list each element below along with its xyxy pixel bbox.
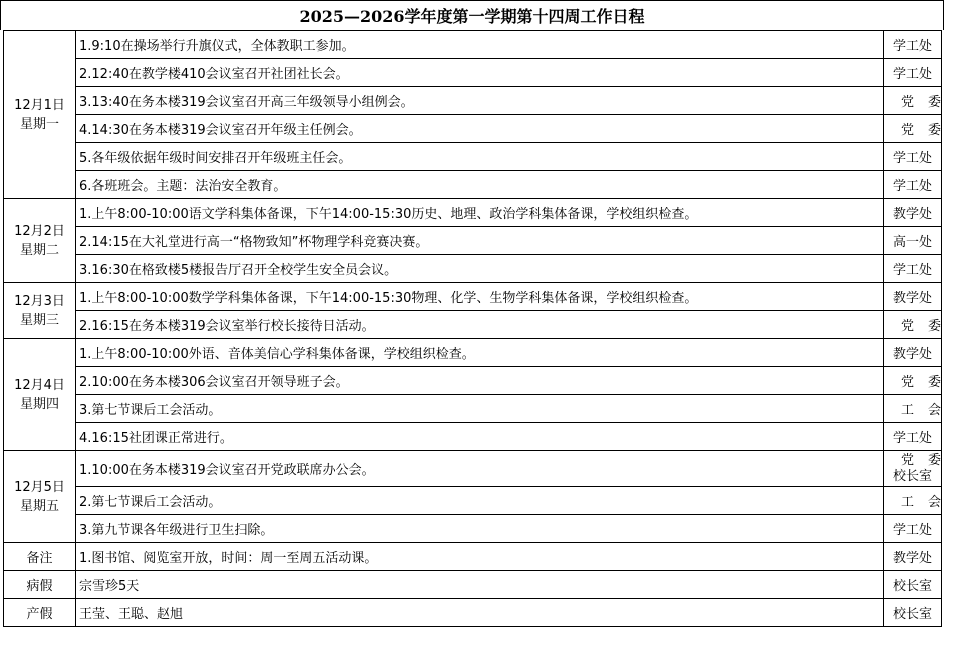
responsible-dept: 党委	[901, 123, 955, 138]
responsible-dept-cell	[884, 395, 955, 423]
day-cell-mon	[4, 31, 76, 199]
table-row	[4, 311, 942, 339]
schedule-item: 2.14:15在大礼堂进行高一“格物致知”杯物理学科竞赛决赛。	[76, 227, 884, 255]
schedule-item: 1.9:10在操场举行升旗仪式，全体教职工参加。	[76, 31, 884, 59]
table-row	[4, 255, 942, 283]
sick-leave-label: 病假	[4, 571, 76, 599]
schedule-item: 2.10:00在务本楼306会议室召开领导班子会。	[76, 367, 884, 395]
responsible-dept: 工会	[901, 495, 955, 510]
table-row	[4, 143, 942, 171]
responsible-dept: 学工处	[884, 143, 942, 171]
notes-label: 备注	[4, 543, 76, 571]
schedule-item: 3.16:30在格致楼5楼报告厅召开全校学生安全员会议。	[76, 255, 884, 283]
sick-leave-text: 宗雪珍5天	[76, 571, 884, 599]
responsible-dept: 学工处	[884, 59, 942, 87]
day-date: 12月2日	[14, 223, 65, 239]
table-row	[4, 59, 942, 87]
table-row	[4, 543, 942, 571]
day-cell-thu	[4, 339, 76, 451]
table-row	[4, 31, 942, 59]
responsible-dept: 高一处	[884, 227, 942, 255]
table-row	[4, 87, 942, 115]
schedule-item: 6.各班班会。主题：法治安全教育。	[76, 171, 884, 199]
table-row	[4, 199, 942, 227]
schedule-item: 1.上午8:00-10:00外语、音体美信心学科集体备课，学校组织检查。	[76, 339, 884, 367]
schedule-item: 1.上午8:00-10:00数学学科集体备课，下午14:00-15:30物理、化学、生物学科集体备课，学校组织检查。	[76, 283, 884, 311]
schedule-item: 1.10:00在务本楼319会议室召开党政联席办公会。	[76, 451, 884, 487]
table-row	[4, 451, 942, 487]
schedule-item: 5.各年级依据年级时间安排召开年级班主任会。	[76, 143, 884, 171]
schedule-item: 3.第七节课后工会活动。	[76, 395, 884, 423]
schedule-item: 1.上午8:00-10:00语文学科集体备课，下午14:00-15:30历史、地理、政治学科集体备课，学校组织检查。	[76, 199, 884, 227]
responsible-dept: 教学处	[884, 339, 942, 367]
table-row	[4, 283, 942, 311]
table-row	[4, 515, 942, 543]
schedule-item: 2.第七节课后工会活动。	[76, 487, 884, 515]
schedule-title: 2025—2026学年度第一学期第十四周工作日程	[0, 0, 944, 30]
responsible-dept-cell	[884, 311, 955, 339]
table-row	[4, 423, 942, 451]
responsible-dept-cell	[884, 487, 955, 515]
schedule-item: 4.16:15社团课正常进行。	[76, 423, 884, 451]
day-cell-fri	[4, 451, 76, 543]
responsible-dept: 教学处	[884, 283, 942, 311]
schedule-item: 3.第九节课各年级进行卫生扫除。	[76, 515, 884, 543]
responsible-dept: 学工处	[884, 171, 942, 199]
table-row	[4, 227, 942, 255]
schedule-item: 2.16:15在务本楼319会议室举行校长接待日活动。	[76, 311, 884, 339]
schedule-item: 4.14:30在务本楼319会议室召开年级主任例会。	[76, 115, 884, 143]
table-row	[4, 367, 942, 395]
day-date: 12月3日	[14, 293, 65, 309]
responsible-dept: 工会	[901, 403, 955, 418]
responsible-dept-cell	[884, 115, 955, 143]
responsible-dept: 教学处	[884, 543, 942, 571]
day-weekday: 星期四	[19, 396, 59, 412]
day-date: 12月4日	[14, 377, 65, 393]
day-weekday: 星期五	[19, 498, 59, 514]
table-row	[4, 171, 942, 199]
responsible-dept: 学工处	[884, 423, 942, 451]
responsible-dept: 党委	[901, 452, 955, 468]
schedule-table	[3, 30, 955, 627]
table-row	[4, 339, 942, 367]
day-date: 12月5日	[14, 479, 65, 495]
responsible-dept: 党委	[901, 319, 955, 334]
table-row	[4, 599, 942, 627]
table-row	[4, 487, 942, 515]
responsible-dept-cell	[884, 87, 955, 115]
day-cell-tue	[4, 199, 76, 283]
table-row	[4, 571, 942, 599]
responsible-dept: 党委	[901, 95, 955, 110]
responsible-dept-cell	[884, 451, 955, 487]
responsible-dept: 学工处	[884, 31, 942, 59]
day-weekday: 星期三	[19, 312, 59, 328]
day-weekday: 星期一	[19, 116, 59, 132]
day-date: 12月1日	[14, 97, 65, 113]
responsible-dept: 学工处	[884, 255, 942, 283]
table-row	[4, 115, 942, 143]
day-weekday: 星期二	[19, 242, 59, 258]
responsible-dept: 学工处	[884, 515, 942, 543]
responsible-dept: 教学处	[884, 199, 942, 227]
day-cell-wed	[4, 283, 76, 339]
schedule-item: 2.12:40在教学楼410会议室召开社团社长会。	[76, 59, 884, 87]
responsible-dept: 党委	[901, 375, 955, 390]
responsible-dept: 校长室	[884, 571, 942, 599]
notes-text: 1.图书馆、阅览室开放，时间：周一至周五活动课。	[76, 543, 884, 571]
responsible-dept: 校长室	[884, 599, 942, 627]
schedule-item: 3.13:40在务本楼319会议室召开高三年级领导小组例会。	[76, 87, 884, 115]
maternity-leave-label: 产假	[4, 599, 76, 627]
maternity-leave-text: 王莹、王聪、赵旭	[76, 599, 884, 627]
responsible-dept-secondary: 校长室	[892, 468, 932, 484]
table-row	[4, 395, 942, 423]
responsible-dept-cell	[884, 367, 955, 395]
